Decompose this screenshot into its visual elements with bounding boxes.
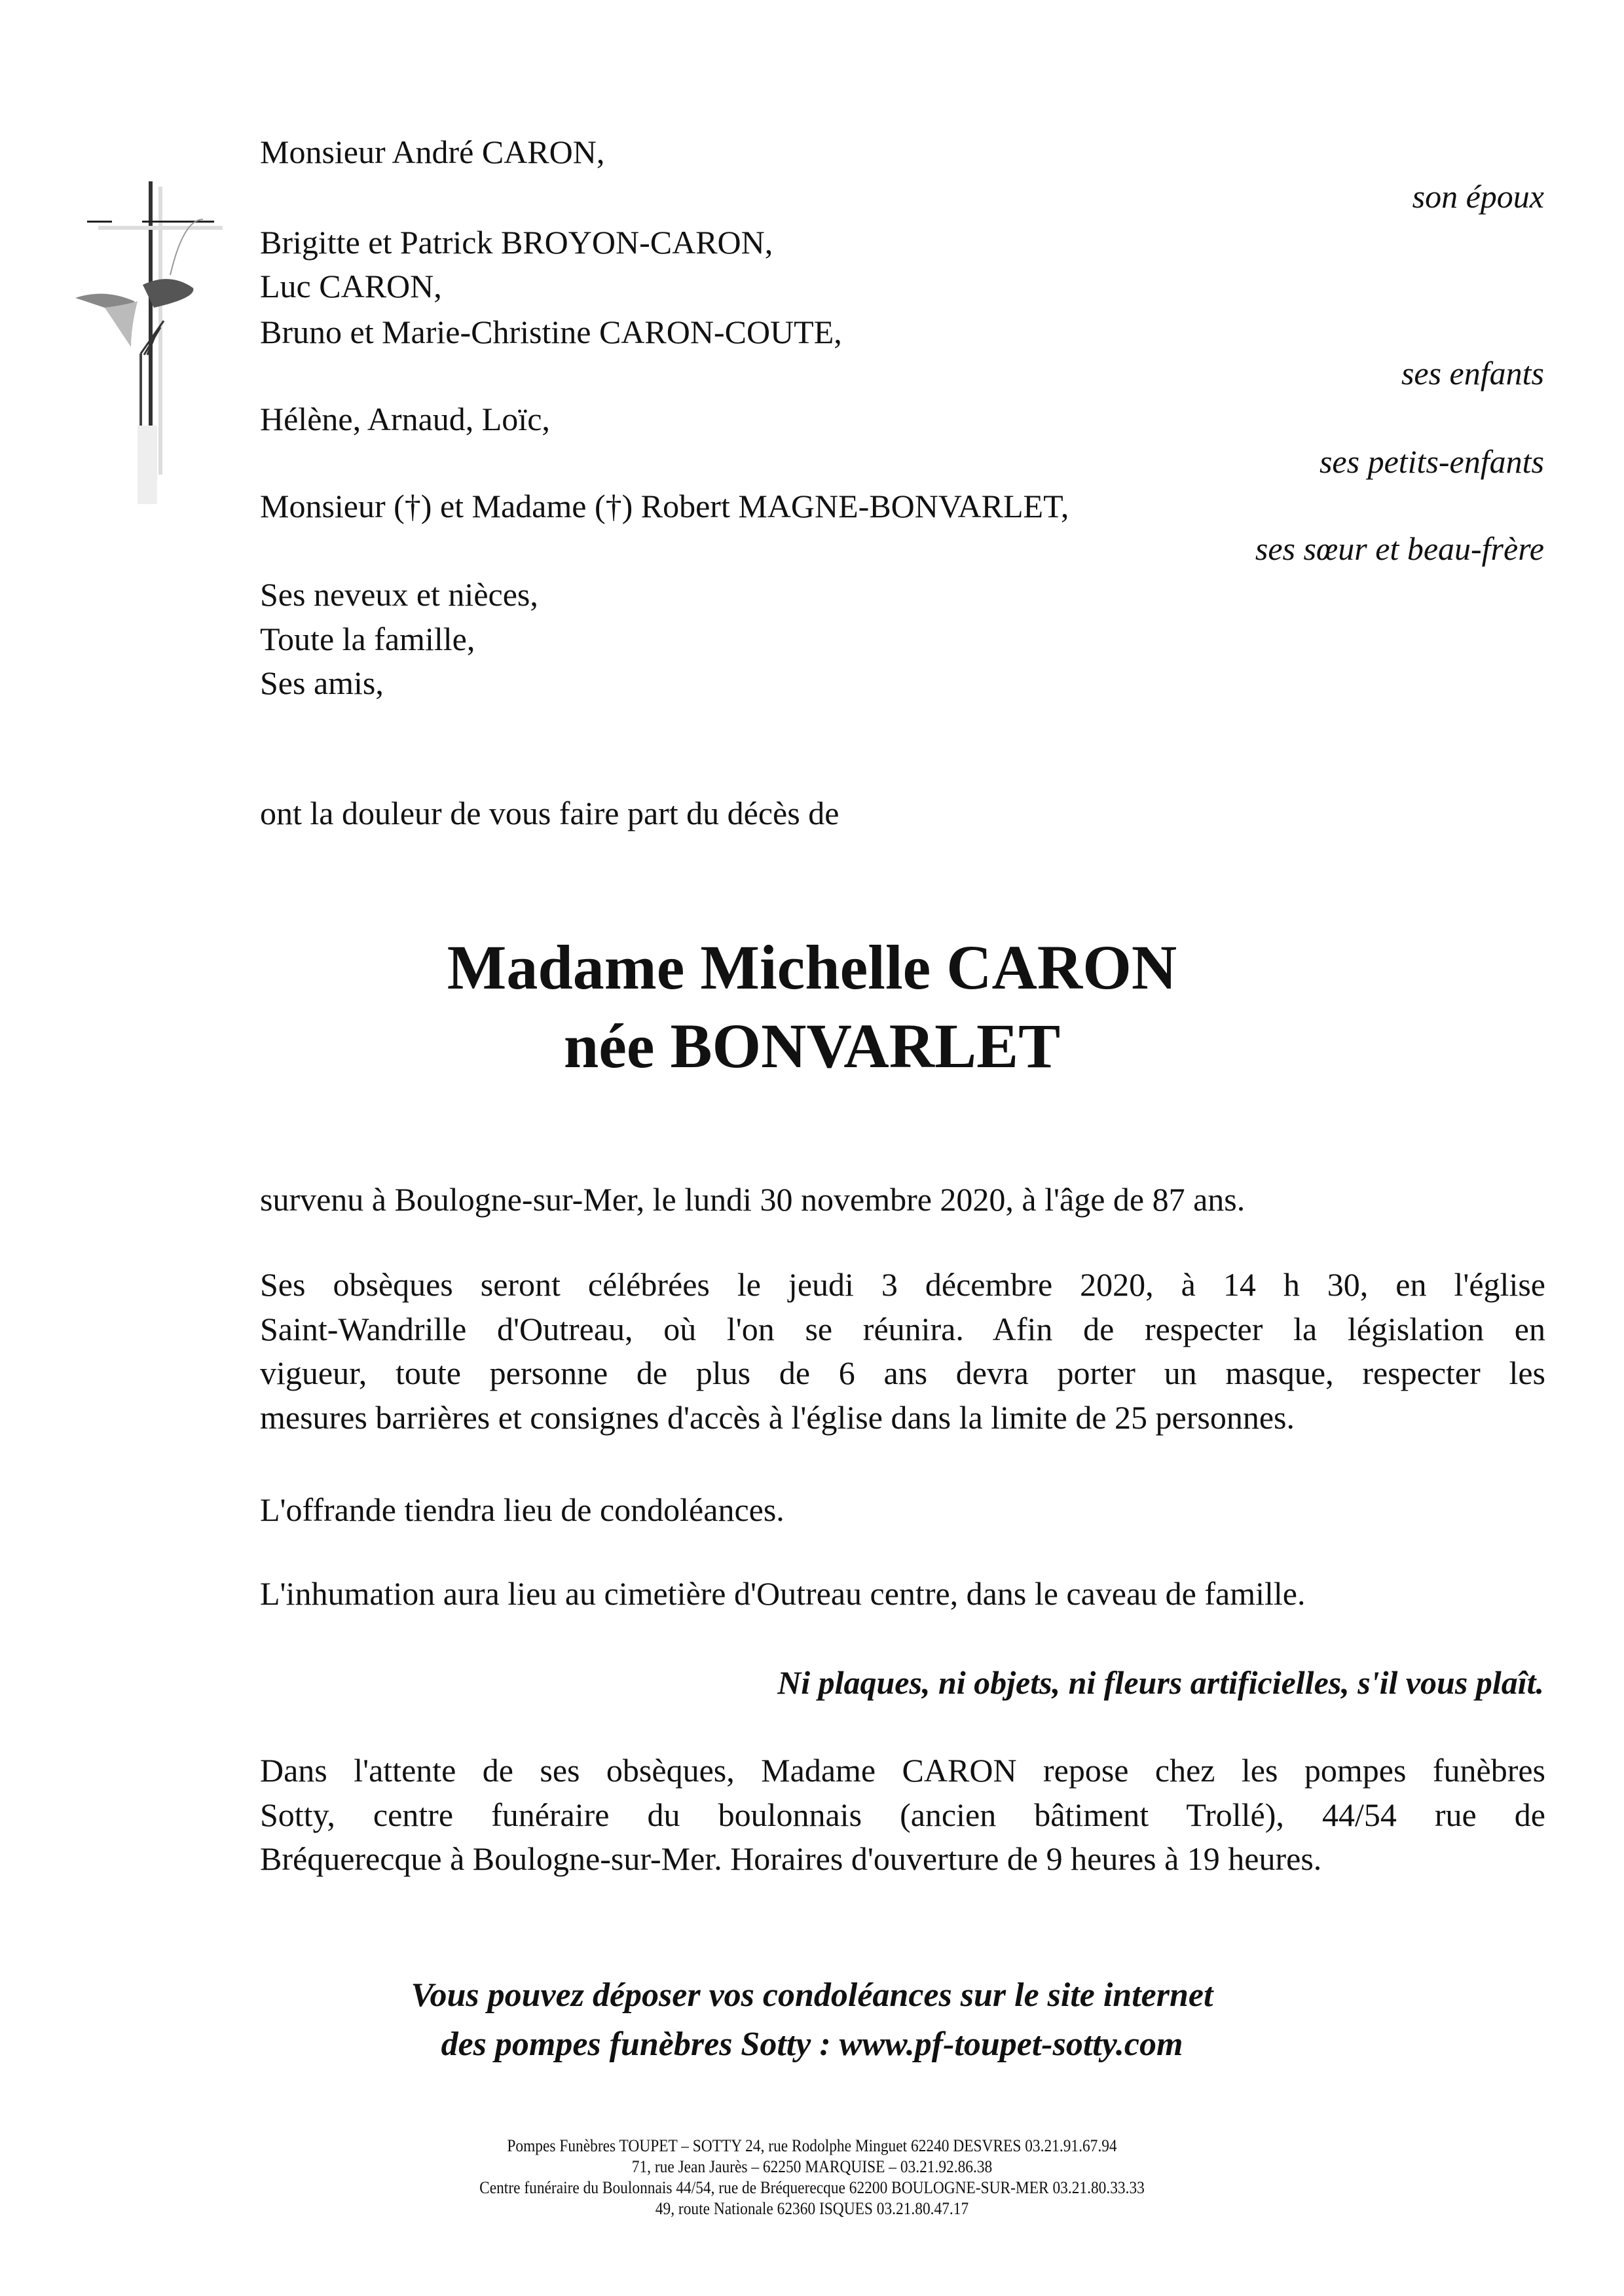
- funeral-line: Saint-Wandrille d'Outreau, où l'on se réunira. Afin de respecter la législation en: [260, 1310, 1545, 1347]
- condolences-line-2[interactable]: des pompes funèbres Sotty : www.pf-toupet-sotty.com: [441, 2026, 1183, 2063]
- funeral-line: vigueur, toute personne de plus de 6 ans devra porter un masque, respecter les: [260, 1355, 1545, 1391]
- deceased-birth-name: née BONVARLET: [563, 1011, 1061, 1081]
- offering: L'offrande tiendra lieu de condoléances.: [260, 1491, 784, 1528]
- child-3: Bruno et Marie-Christine CARON-COUTE,: [260, 314, 842, 350]
- others-1: Ses neveux et nièces,: [260, 576, 538, 613]
- funeral-line: Ses obsèques seront célébrées le jeudi 3 décembre 2020, à 14 h 30, en l'église: [260, 1266, 1545, 1303]
- funeral-line: mesures barrières et consignes d'accès à l'église dans la limite de 25 personnes.: [260, 1398, 1295, 1436]
- footer-line: 49, route Nationale 62360 ISQUES 03.21.80.47.17: [655, 2199, 969, 2218]
- siblings-role: ses sœur et beau-frère: [1255, 530, 1544, 567]
- footer-line: 71, rue Jean Jaurès – 62250 MARQUISE – 03.21.92.86.38: [631, 2157, 993, 2176]
- grandchildren: Hélène, Arnaud, Loïc,: [260, 401, 550, 437]
- burial: L'inhumation aura lieu au cimetière d'Outreau centre, dans le caveau de famille.: [260, 1575, 1306, 1612]
- spouse: Monsieur André CARON,: [260, 134, 605, 170]
- child-2: Luc CARON,: [260, 268, 442, 304]
- others-2: Toute la famille,: [260, 621, 475, 657]
- footer-line: Pompes Funèbres TOUPET – SOTTY 24, rue Rodolphe Minguet 62240 DESVRES 03.21.91.67.94: [507, 2136, 1117, 2155]
- rest-line: Sotty, centre funéraire du boulonnais (ancien bâtiment Trollé), 44/54 rue de: [260, 1796, 1545, 1833]
- siblings: Monsieur (†) et Madame (†) Robert MAGNE-BONVARLET,: [260, 488, 1069, 524]
- no-flowers: Ni plaques, ni objets, ni fleurs artificielles, s'il vous plaît.: [777, 1664, 1544, 1701]
- rest-line: Bréquerecque à Boulogne-sur-Mer. Horaires d'ouverture de 9 heures à 19 heures.: [260, 1840, 1322, 1877]
- funeral-paragraph: [260, 1263, 1545, 1440]
- others-3: Ses amis,: [260, 665, 384, 701]
- grandchildren-role: ses petits-enfants: [1319, 443, 1544, 480]
- child-1: Brigitte et Patrick BROYON-CARON,: [260, 224, 773, 261]
- cross-lily-icon: [65, 164, 262, 687]
- rest-paragraph: [260, 1749, 1545, 1882]
- condolences-line-1: Vous pouvez déposer vos condoléances sur le site internet: [411, 1977, 1213, 2014]
- deceased-name: Madame Michelle CARON: [447, 932, 1177, 1002]
- rest-line: Dans l'attente de ses obsèques, Madame CARON repose chez les pompes funèbres: [260, 1752, 1545, 1789]
- children-role: ses enfants: [1401, 355, 1544, 392]
- spouse-role: son époux: [1412, 178, 1544, 215]
- announce: ont la douleur de vous faire part du décès de: [260, 795, 840, 831]
- footer-line: Centre funéraire du Boulonnais 44/54, rue de Bréquerecque 62200 BOULOGNE-SUR-MER 03.21.80.33.33: [479, 2178, 1145, 2197]
- death-info: survenu à Boulogne-sur-Mer, le lundi 30 novembre 2020, à l'âge de 87 ans.: [260, 1181, 1246, 1218]
